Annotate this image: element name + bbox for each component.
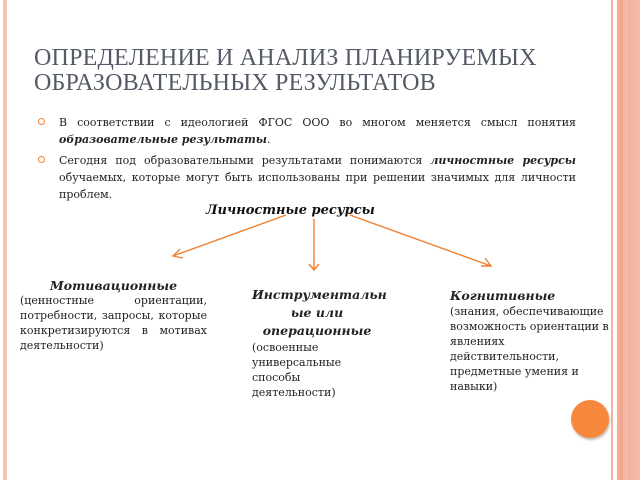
branch-heading: Мотивационные [49,278,178,293]
decorative-orange-circle-icon [571,400,609,438]
title-line-2: ОБРАЗОВАТЕЛЬНЫХ РЕЗУЛЬТАТОВ [34,70,436,96]
arrow-left-icon [173,215,286,256]
bullet-text: Сегодня под образовательными результатами понимаются [59,154,431,167]
branch-description: (освоенные универсальные способы деятельности) [252,341,342,399]
bullet-text-end: . [267,133,271,146]
branch-description: (знания, обеспечивающие возможность ориентации в явлениях действительности, предметные умения и навыки) [450,305,609,393]
branch-description: (ценностные ориентации, потребности, запросы, которые конкретизируются в мотивах деятельности) [20,294,207,352]
branch-heading: Инструментальн ые или операционные [252,287,387,338]
branch-cognitive [450,288,616,394]
branch-instrumental [252,286,387,400]
bullet-text: В соответствии с идеологией ФГОС ООО во многом меняется смысл понятия [59,116,576,129]
branch-heading: Когнитивные [450,288,556,303]
diagram-center-label: Личностные ресурсы [206,203,375,218]
title-line-1: ОПРЕДЕЛЕНИЕ И АНАЛИЗ ПЛАНИРУЕМЫХ [34,45,537,71]
bullet-text-end: обучаемых, которые могут быть использованы при решении значимых для личности проблем. [59,171,576,201]
bullet-emphasis: образовательные результаты [59,133,267,146]
branch-motivational [20,278,207,353]
arrow-right-icon [350,215,491,266]
bullet-emphasis: личностные ресурсы [430,154,577,167]
